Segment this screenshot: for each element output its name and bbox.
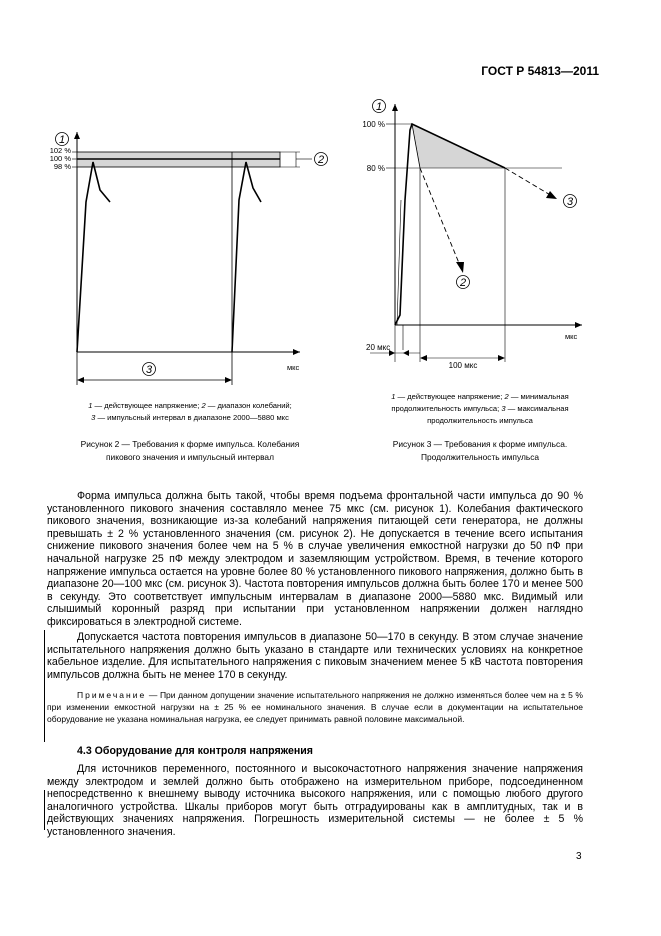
note-text: — При данном допущении значение испытательного напряжения не должно изменяться более чем на ± 5 % при изменении емкостной нагрузки на ± 25 % ее номинального значения. В случае если в документации на испытательное оборудование не указана номинальная нагрузка, ее следует принимать равной половине максимальной.: [47, 690, 583, 724]
fig3-legend: 1 — действующее напряжение; 2 — минимальная продолжительность импульса; 3 — максимальная продолжительность импульса: [391, 392, 569, 425]
document-header: ГОСТ Р 54813—2011: [481, 64, 599, 78]
note-block: [47, 689, 583, 725]
fig2-tick-102: 102 %: [49, 146, 71, 155]
fig2-marker-3: 3: [145, 364, 153, 376]
fig3-marker-1: 1: [375, 101, 383, 113]
fig3-x-unit: мкс: [565, 332, 578, 341]
page-number: 3: [576, 851, 582, 862]
fig2-marker-2: 2: [317, 154, 325, 166]
fig3-min-duration-line: [420, 168, 461, 268]
fig3-tick-100: 100 %: [362, 120, 385, 129]
fig2-tick-100: 100 %: [49, 154, 71, 163]
fig3-dim-20: 20 мкс: [366, 343, 391, 352]
paragraph-voltage-monitoring: Для источников переменного, постоянного и высокочастотного напряжения значение напряжения между электродом и землей должно быть отображено на измерительном приборе, подсоединенном непосредственно к внешнему выводу источника высокого напряжения, или с помощью любого другого аналогичного устройства. Шкалы приборов могут быть отградуированы как в амплитудных, так и в действующих значениях напряжения. Погрешность измерительной системы — не более ± 5 % установленного значения.: [47, 763, 583, 838]
fig2-x-unit: мкс: [287, 363, 300, 372]
fig2-marker-1: 1: [58, 134, 66, 146]
change-bar: [44, 630, 45, 742]
fig2-tick-98: 98 %: [53, 162, 71, 171]
change-bar-2: [44, 790, 45, 830]
fig2-legend: 1 — действующее напряжение; 2 — диапазон колебаний; 3 — импульсный интервал в диапазоне 2000—5880 мкс: [88, 401, 292, 422]
fig3-dim-100: 100 мкс: [448, 361, 478, 370]
fig2-caption: Рисунок 2 — Требования к форме импульса. Колебания пикового значения и импульсный интервал: [80, 439, 300, 462]
paragraph-repetition-frequency: Допускается частота повторения импульсов в диапазоне 50—170 в секунду. В этом случае значение испытательного напряжения должно быть указано в стандарте или технических условиях на конкретное кабельное изделие. Для испытательного напряжения с пиковым значением менее 5 кВ частота повторения импульсов должна быть не менее 170 в секунду.: [47, 631, 583, 681]
fig3-marker-2: 2: [459, 277, 467, 289]
fig3-tick-80: 80 %: [366, 164, 385, 173]
fig3-max-duration-line: [505, 168, 552, 196]
paragraph-pulse-shape: Форма импульса должна быть такой, чтобы время подъема фронтальной части импульса до 90 % установленного пикового значения составляло менее 75 мкс (см. рисунок 1). Колебания фактического пикового значения, возникающие из-за колебаний напряжения питающей сети генератора, не должны превышать ± 2 % установленного значения (см. рисунок 2). Не допускается в течение всего испытания снижение пикового значения более чем на 5 % в случае увеличения емкостной нагрузки до 50 пФ при начальной нагрузке 25 пФ между электродом и заземляющим устройством. Время, в течение которого напряжение импульса остается на уровне более 80 % установленного пикового напряжения, должно быть в диапазоне 20—100 мкс (см. рисунок 3). Частота повторения импульсов должна быть более 170 и менее 500 в секунду. Это соответствует импульсным интервалам в диапазоне 2000—5880 мкс. Видимый или слышимый коронный разряд при испытании при установленном напряжении должен наглядно фиксироваться в электродной системе.: [47, 490, 583, 628]
section-heading-4-3: 4.3 Оборудование для контроля напряжения: [77, 745, 313, 757]
note-label: Примечание: [77, 690, 147, 700]
figure-3-diagram: [0, 0, 661, 400]
fig3-caption: Рисунок 3 — Требования к форме импульса. Продолжительность импульса: [392, 439, 568, 462]
fig3-marker-3: 3: [566, 196, 574, 208]
